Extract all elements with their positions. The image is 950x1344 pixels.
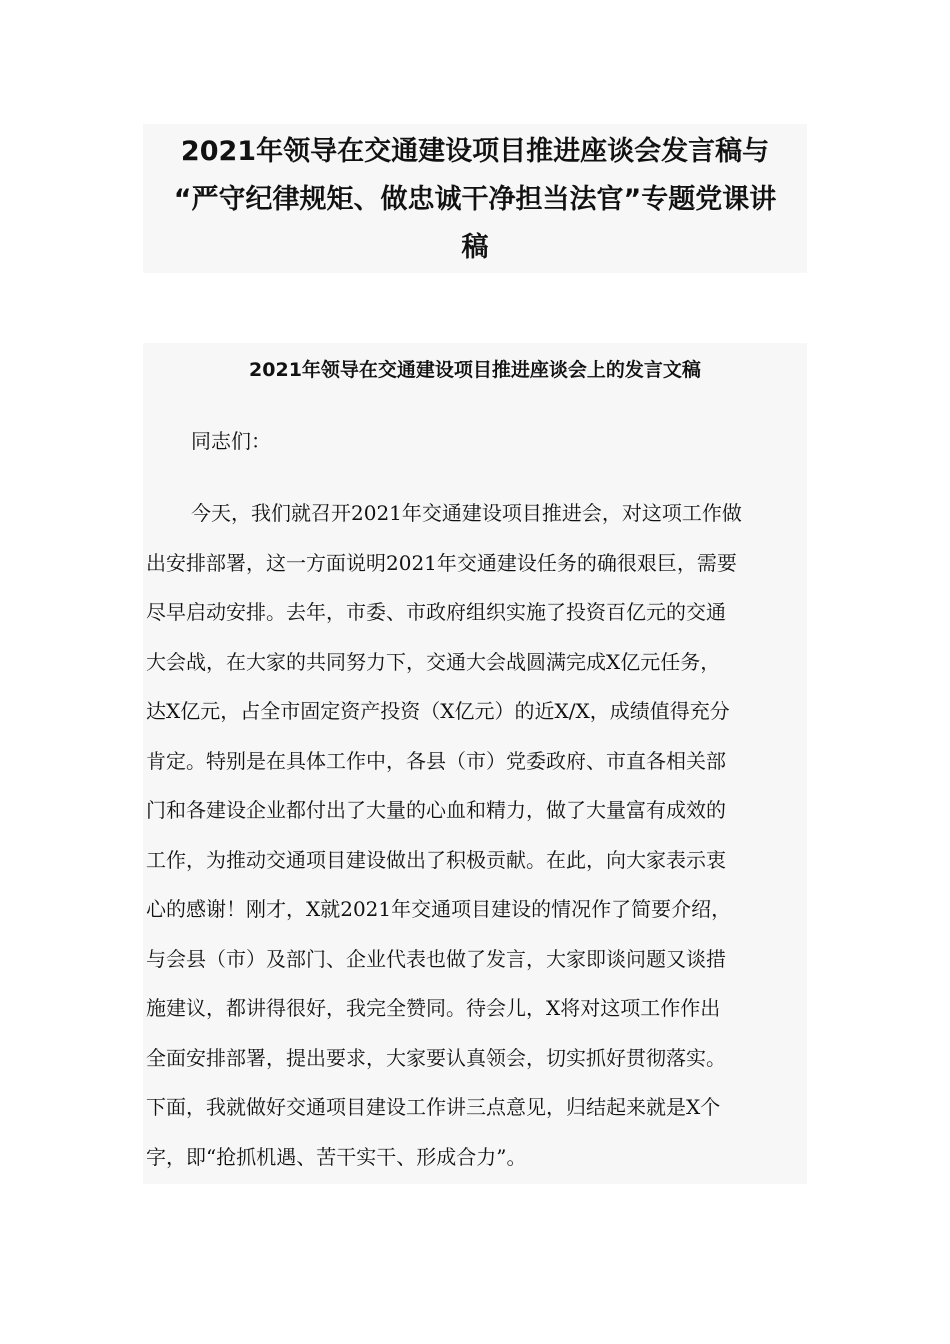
paragraph-line: 大会战，在大家的共同努力下，交通大会战圆满完成X亿元任务， — [146, 649, 721, 674]
document-title — [143, 124, 807, 273]
paragraph-line: 今天，我们就召开2021年交通建设项目推进会，对这项工作做 — [191, 501, 742, 525]
title-line: 稿 — [461, 232, 489, 263]
paragraph-line: 工作，为推动交通项目建设做出了积极贡献。在此，向大家表示衷 — [146, 847, 726, 872]
paragraph-line: 字，即“抢抓机遇、苦干实干、形成合力”。 — [146, 1144, 527, 1169]
paragraph-line: 下面，我就做好交通项目建设工作讲三点意见，归结起来就是X个 — [146, 1095, 721, 1119]
paragraph-line: 心的感谢！刚才，X就2021年交通项目建设的情况作了简要介绍， — [146, 897, 732, 921]
paragraph-line: 与会县（市）及部门、企业代表也做了发言，大家即谈问题又谈措 — [146, 946, 726, 971]
document-body — [143, 343, 807, 1184]
paragraph-line: 施建议，都讲得很好，我完全赞同。待会儿，X将对这项工作作出 — [146, 996, 721, 1020]
paragraph-line: 全面安排部署，提出要求，大家要认真领会，切实抓好贯彻落实。 — [146, 1045, 726, 1070]
salutation: 同志们： — [191, 429, 271, 453]
paragraph-line: 尽早启动安排。去年，市委、市政府组织实施了投资百亿元的交通 — [146, 600, 726, 624]
paragraph-line: 达X亿元，占全市固定资产投资（X亿元）的近X/X，成绩值得充分 — [146, 699, 730, 723]
title-line: 2021年领导在交通建设项目推进座谈会发言稿与 — [180, 136, 770, 167]
title-line: “严守纪律规矩、做忠诚干净担当法官”专题党课讲 — [173, 184, 777, 215]
paragraph-line: 门和各建设企业都付出了大量的心血和精力，做了大量富有成效的 — [146, 798, 726, 822]
body-paragraph — [146, 498, 806, 1191]
paragraph-line: 肯定。特别是在具体工作中，各县（市）党委政府、市直各相关部 — [146, 748, 726, 773]
paragraph-line: 出安排部署，这一方面说明2021年交通建设任务的确很艰巨，需要 — [146, 550, 737, 575]
section-heading: 2021年领导在交通建设项目推进座谈会上的发言文稿 — [249, 359, 701, 381]
